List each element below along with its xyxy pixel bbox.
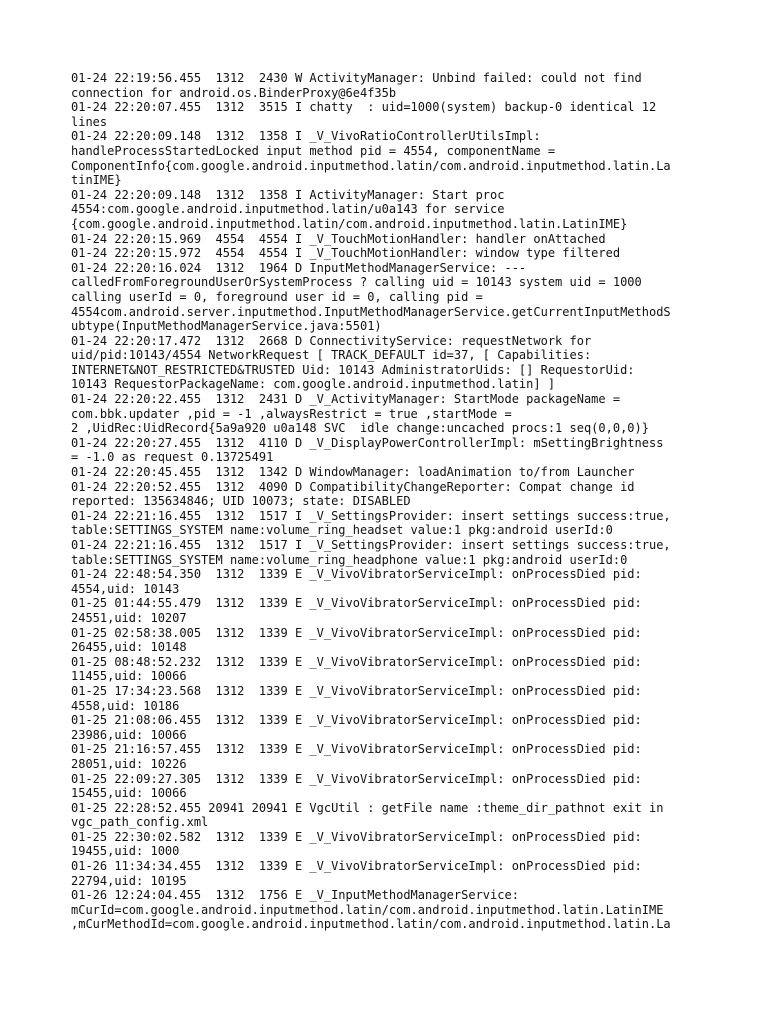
log-line: 01-24 22:20:09.148 1312 1358 I _V_VivoRatioControllerUtilsImpl: [71, 129, 541, 144]
log-line: 01-25 21:16:57.455 1312 1339 E _V_VivoVibratorServiceImpl: onProcessDied pid: [71, 742, 642, 757]
log-line: 01-26 12:24:04.455 1312 1756 E _V_InputMethodManagerService: [71, 888, 519, 903]
log-line: connection for android.os.BinderProxy@6e4f35b [71, 85, 397, 100]
log-line: 01-25 01:44:55.479 1312 1339 E _V_VivoVibratorServiceImpl: onProcessDied pid: [71, 596, 642, 611]
log-line: 01-24 22:20:52.455 1312 4090 D CompatibilityChangeReporter: Compat change id [71, 479, 635, 494]
log-line: 01-24 22:21:16.455 1312 1517 I _V_SettingsProvider: insert settings success:true, [71, 538, 671, 552]
log-line: 01-25 22:30:02.582 1312 1339 E _V_VivoVibratorServiceImpl: onProcessDied pid: [71, 829, 642, 844]
log-line: 22794,uid: 10195 [71, 873, 187, 888]
log-line: tinIME} [71, 173, 122, 188]
log-line: 01-24 22:20:07.455 1312 3515 I chatty : uid=1000(system) backup-0 identical 12 [71, 100, 657, 115]
log-line: com.bbk.updater ,pid = -1 ,alwaysRestrict = true ,startMode = [71, 406, 512, 421]
log-line: = -1.0 as request 0.13725491 [71, 450, 274, 465]
log-line: 01-24 22:21:16.455 1312 1517 I _V_SettingsProvider: insert settings success:true, [71, 508, 671, 523]
log-line: 19455,uid: 1000 [71, 844, 180, 859]
log-line: 01-25 22:09:27.305 1312 1339 E _V_VivoVibratorServiceImpl: onProcessDied pid: [71, 771, 642, 786]
log-text [71, 71, 708, 932]
log-line: vgc_path_config.xml [71, 815, 209, 830]
log-line: 01-24 22:20:15.972 4554 4554 I _V_TouchMotionHandler: window type filtered [71, 246, 621, 261]
log-line: 15455,uid: 10066 [71, 786, 187, 801]
log-line: reported: 135634846; UID 10073; state: DISABLED [71, 494, 411, 509]
log-line: mCurId=com.google.android.inputmethod.latin/com.android.inputmethod.latin.LatinIME [71, 902, 664, 917]
log-line: ComponentInfo{com.google.android.inputmethod.latin/com.android.inputmethod.latin.La [71, 158, 671, 173]
log-line: 28051,uid: 10226 [71, 756, 187, 771]
log-line: 01-25 17:34:23.568 1312 1339 E _V_VivoVibratorServiceImpl: onProcessDied pid: [71, 683, 642, 698]
log-line: lines [71, 114, 108, 129]
log-line: 4554:com.google.android.inputmethod.latin/u0a143 for service [71, 202, 505, 217]
log-line: calledFromForegroundUserOrSystemProcess ? calling uid = 10143 system uid = 1000 [71, 275, 642, 290]
log-line: table:SETTINGS_SYSTEM name:volume_ring_headphone value:1 pkg:android userId:0 [71, 552, 628, 567]
log-line: 4554com.android.server.inputmethod.InputMethodManagerService.getCurrentInputMethodS [71, 304, 671, 319]
log-line: 11455,uid: 10066 [71, 669, 187, 684]
log-line: 01-24 22:48:54.350 1312 1339 E _V_VivoVibratorServiceImpl: onProcessDied pid: [71, 567, 642, 582]
log-line: handleProcessStartedLocked input method pid = 4554, componentName = [71, 143, 556, 158]
log-line: {com.google.android.inputmethod.latin/com.android.inputmethod.latin.LatinIME} [71, 216, 628, 231]
log-line: 01-24 22:20:16.024 1312 1964 D InputMethodManagerService: --- [71, 260, 527, 275]
log-line: ,mCurMethodId=com.google.android.inputmethod.latin/com.android.inputmethod.latin.La [71, 917, 671, 932]
log-line: 24551,uid: 10207 [71, 610, 187, 625]
log-line: 01-25 22:28:52.455 20941 20941 E VgcUtil : getFile name :theme_dir_pathnot exit in [71, 800, 664, 815]
log-line: 01-24 22:19:56.455 1312 2430 W ActivityManager: Unbind failed: could not find [71, 71, 642, 85]
log-line: 01-25 02:58:38.005 1312 1339 E _V_VivoVibratorServiceImpl: onProcessDied pid: [71, 625, 642, 640]
log-line: 01-24 22:20:17.472 1312 2668 D ConnectivityService: requestNetwork for [71, 333, 592, 348]
log-line: 01-24 22:20:15.969 4554 4554 I _V_TouchMotionHandler: handler onAttached [71, 231, 606, 246]
log-line: uid/pid:10143/4554 NetworkRequest [ TRACK_DEFAULT id=37, [ Capabilities: [71, 348, 592, 363]
log-line: 23986,uid: 10066 [71, 727, 187, 742]
log-line: ubtype(InputMethodManagerService.java:5501) [71, 319, 382, 334]
log-line: 4558,uid: 10186 [71, 698, 180, 713]
log-line: 10143 RequestorPackageName: com.google.android.inputmethod.latin] ] [71, 377, 556, 392]
log-line: calling userId = 0, foreground user id = 0, calling pid = [71, 289, 483, 304]
log-line: INTERNET&NOT_RESTRICTED&TRUSTED Uid: 10143 AdministratorUids: [] RequestorUid: [71, 362, 635, 377]
log-line: 01-25 08:48:52.232 1312 1339 E _V_VivoVibratorServiceImpl: onProcessDied pid: [71, 654, 642, 669]
log-line: 01-26 11:34:34.455 1312 1339 E _V_VivoVibratorServiceImpl: onProcessDied pid: [71, 859, 642, 874]
log-line: 2 ,UidRec:UidRecord{5a9a920 u0a148 SVC idle change:uncached procs:1 seq(0,0,0)} [71, 421, 649, 436]
log-line: 01-24 22:20:22.455 1312 2431 D _V_ActivityManager: StartMode packageName = [71, 392, 621, 407]
log-line: 26455,uid: 10148 [71, 640, 187, 655]
log-line: 01-25 21:08:06.455 1312 1339 E _V_VivoVibratorServiceImpl: onProcessDied pid: [71, 713, 642, 728]
log-line: table:SETTINGS_SYSTEM name:volume_ring_headset value:1 pkg:android userId:0 [71, 523, 613, 538]
log-line: 01-24 22:20:45.455 1312 1342 D WindowManager: loadAnimation to/from Launcher [71, 465, 635, 480]
log-line: 01-24 22:20:27.455 1312 4110 D _V_DisplayPowerControllerImpl: mSettingBrightness [71, 435, 664, 450]
log-line: 01-24 22:20:09.148 1312 1358 I ActivityManager: Start proc [71, 187, 505, 202]
log-line: 4554,uid: 10143 [71, 581, 180, 596]
